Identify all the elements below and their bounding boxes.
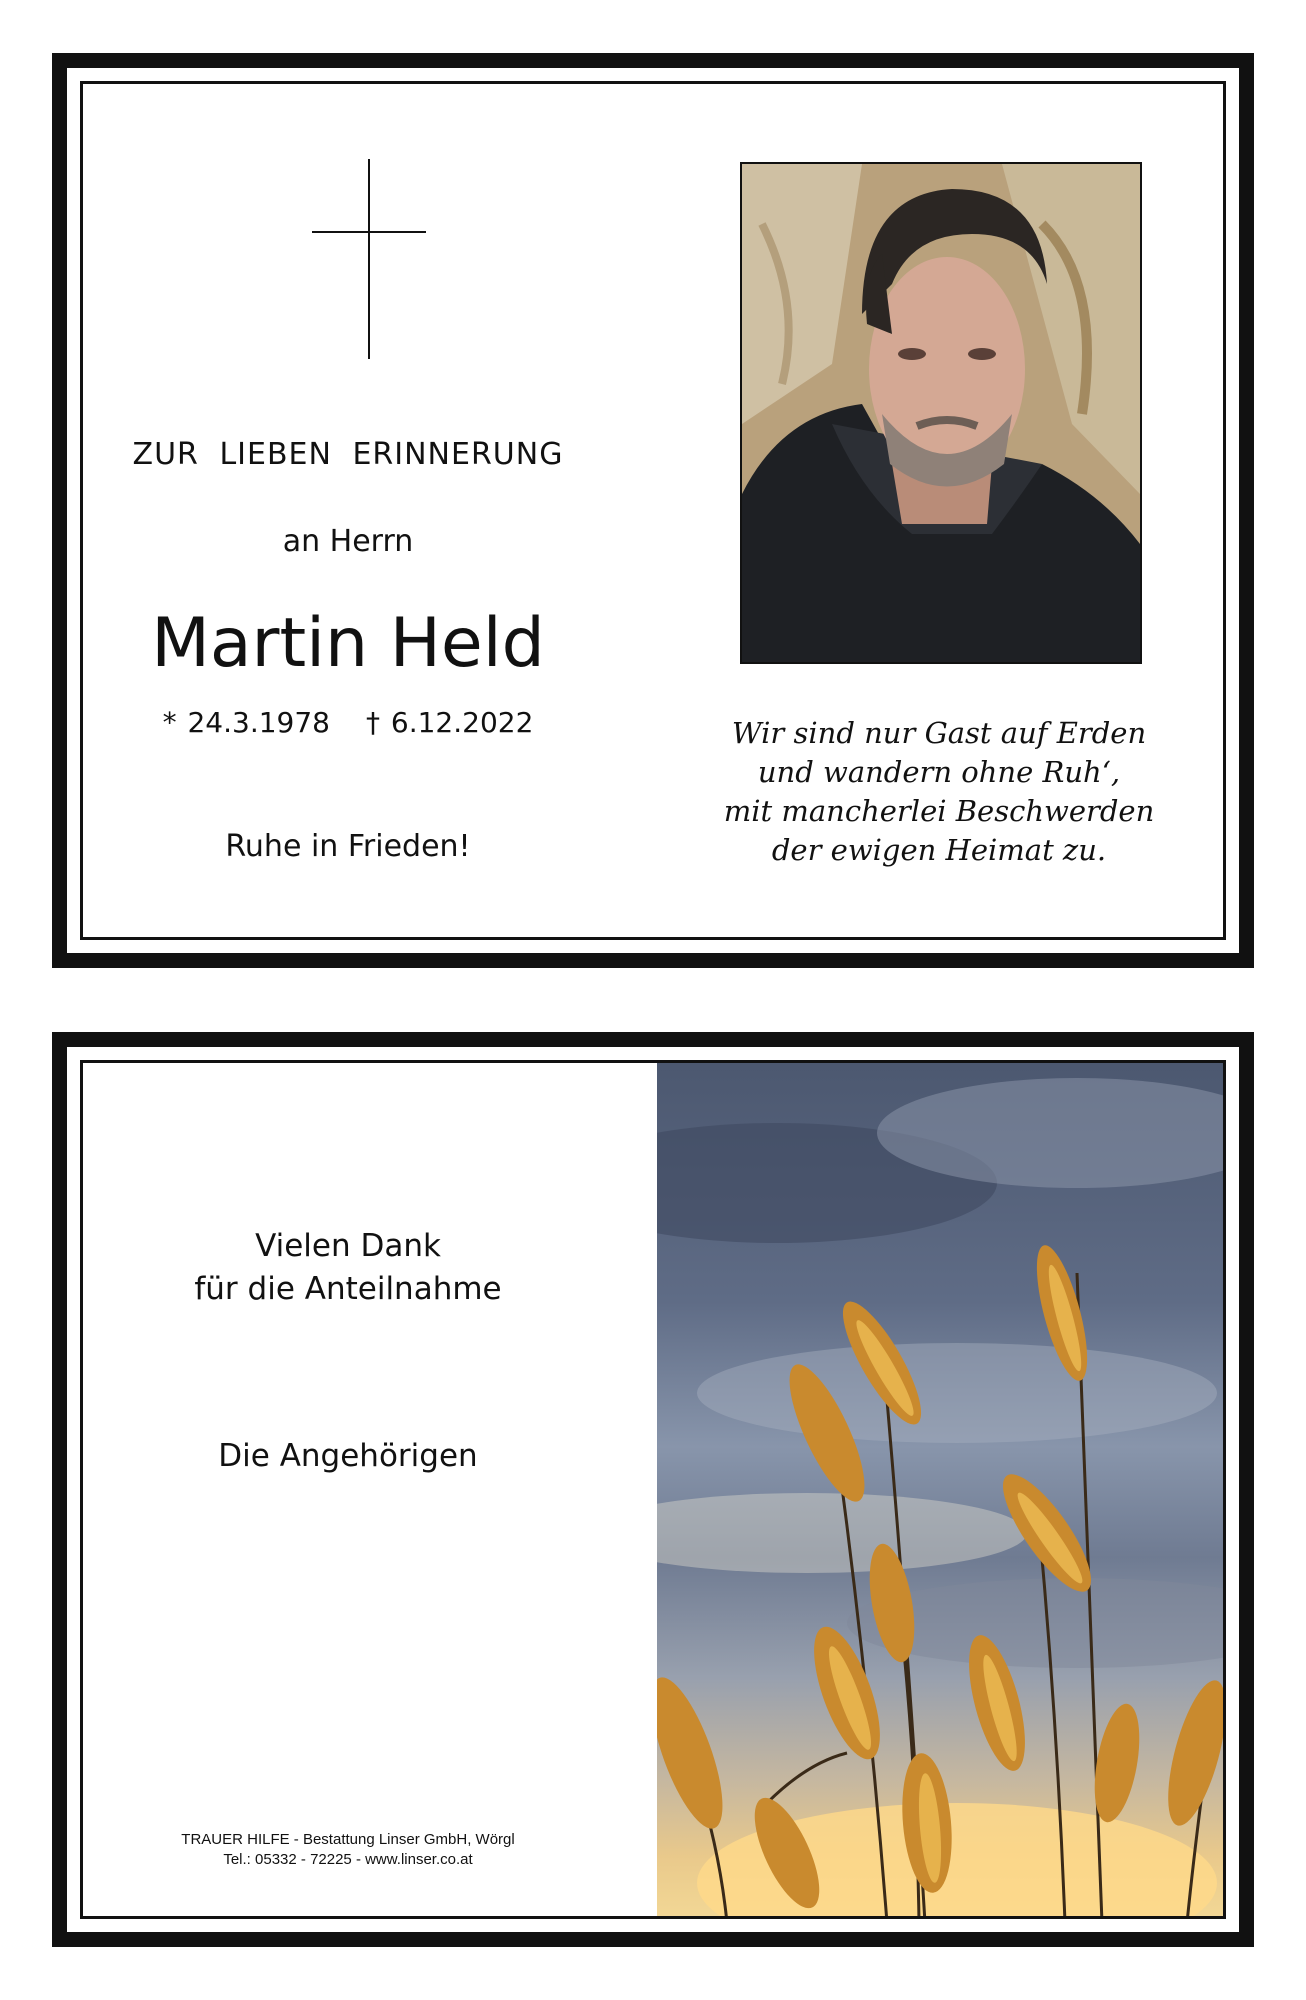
poem [718, 714, 1160, 870]
card-front-inner [67, 68, 1239, 953]
birth-date: * 24.3.1978 [162, 706, 330, 739]
card-back-inner [67, 1047, 1239, 1932]
thanks-text [123, 1225, 573, 1311]
footer-line-2: Tel.: 05332 - 72225 - www.linser.co.at [223, 1851, 473, 1868]
family-signature: Die Angehörigen [218, 1438, 478, 1474]
farewell-text: Ruhe in Frieden! [225, 829, 471, 864]
poem-line-3: mit mancherlei Beschwerden [723, 794, 1155, 828]
card-front-panel [80, 81, 1226, 940]
life-dates [123, 706, 573, 739]
memorial-heading: ZUR LIEBEN ERINNERUNG [132, 437, 564, 472]
card-back-panel [80, 1060, 1226, 1919]
thanks-line-2: für die Anteilnahme [194, 1271, 502, 1307]
memorial-card-back [52, 1032, 1254, 1947]
cross-icon [312, 159, 426, 359]
poem-line-4: der ewigen Heimat zu. [771, 833, 1107, 867]
memorial-card-front [52, 53, 1254, 968]
poem-line-2: und wandern ohne Ruh‘, [757, 755, 1121, 789]
deceased-name: Martin Held [151, 604, 545, 683]
footer-line-1: TRAUER HILFE - Bestattung Linser GmbH, Wörgl [181, 1831, 515, 1848]
reed-sunset-image [657, 1063, 1223, 1916]
funeral-home-footer [123, 1830, 573, 1870]
thanks-line-1: Vielen Dank [255, 1228, 441, 1264]
portrait-photo [740, 162, 1142, 664]
death-date: † 6.12.2022 [366, 706, 534, 739]
poem-line-1: Wir sind nur Gast auf Erden [731, 716, 1147, 750]
salutation: an Herrn [282, 524, 414, 559]
